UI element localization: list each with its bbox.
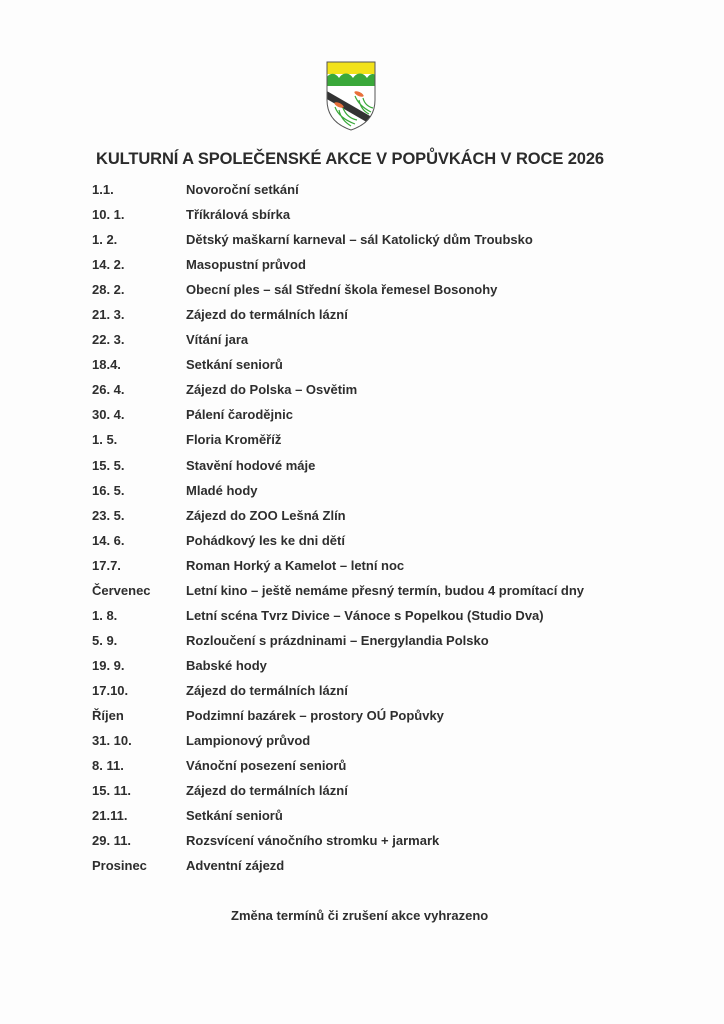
- event-date: 10. 1.: [92, 207, 125, 223]
- event-row: [0, 278, 724, 303]
- event-row: [0, 604, 724, 629]
- event-name: Vánoční posezení seniorů: [186, 758, 347, 774]
- event-name: Setkání seniorů: [186, 808, 283, 824]
- event-list: [0, 178, 724, 879]
- event-name: Zájezd do Polska – Osvětim: [186, 382, 358, 398]
- event-date: 1. 8.: [92, 607, 118, 623]
- event-row: [0, 679, 724, 704]
- event-date: 1. 5.: [92, 432, 118, 448]
- event-row: [0, 829, 724, 854]
- event-row: [0, 454, 724, 479]
- event-date: 17.7.: [92, 557, 121, 573]
- event-name: Roman Horký a Kamelot – letní noc: [186, 557, 405, 573]
- event-date: 14. 2.: [92, 257, 125, 273]
- event-date: 18.4.: [92, 357, 121, 373]
- event-name: Mladé hody: [186, 482, 258, 498]
- event-row: [0, 554, 724, 579]
- event-date: Červenec: [92, 582, 151, 598]
- event-name: Pohádkový les ke dni dětí: [186, 532, 345, 548]
- event-row: [0, 754, 724, 779]
- event-row: [0, 428, 724, 453]
- event-row: [0, 378, 724, 403]
- event-name: Tříkrálová sbírka: [186, 207, 291, 223]
- event-row: [0, 854, 724, 879]
- event-row: [0, 629, 724, 654]
- event-name: Zájezd do ZOO Lešná Zlín: [186, 507, 346, 523]
- event-name: Pálení čarodějnic: [186, 407, 293, 423]
- event-row: [0, 228, 724, 253]
- event-date: 1.1.: [92, 182, 114, 197]
- event-date: Prosinec: [92, 858, 147, 874]
- event-name: Zájezd do termálních lázní: [186, 307, 348, 323]
- event-date: 1. 2.: [92, 232, 118, 248]
- event-name: Babské hody: [186, 657, 267, 673]
- event-name: Lampionový průvod: [186, 733, 311, 749]
- event-row: [0, 303, 724, 328]
- event-date: 15. 11.: [92, 783, 132, 799]
- event-row: [0, 804, 724, 829]
- event-date: 23. 5.: [92, 507, 125, 523]
- event-name: Zájezd do termálních lázní: [186, 783, 348, 799]
- event-row: [0, 203, 724, 228]
- event-date: 28. 2.: [92, 282, 125, 298]
- event-row: [0, 403, 724, 428]
- event-row: [0, 654, 724, 679]
- event-row: [0, 353, 724, 378]
- event-name: Adventní zájezd: [186, 858, 285, 874]
- event-date: 21. 3.: [92, 307, 125, 323]
- event-name: Setkání seniorů: [186, 357, 283, 373]
- event-name: Zájezd do termálních lázní: [186, 682, 348, 698]
- event-name: Novoroční setkání: [186, 182, 299, 197]
- footer-note: Změna termínů či zrušení akce vyhrazeno: [231, 908, 489, 923]
- event-date: 26. 4.: [92, 382, 125, 398]
- event-date: 16. 5.: [92, 482, 125, 498]
- event-date: 29. 11.: [92, 833, 132, 849]
- page-title: KULTURNÍ A SPOLEČENSKÉ AKCE V POPŮVKÁCH V ROCE 2026: [96, 150, 605, 168]
- municipal-coat-of-arms-icon: [325, 60, 377, 132]
- event-name: Rozloučení s prázdninami – Energylandia Polsko: [186, 632, 489, 648]
- event-date: Říjen: [92, 707, 124, 723]
- event-name: Letní scéna Tvrz Divice – Vánoce s Popelkou (Studio Dva): [186, 607, 544, 623]
- event-row: [0, 479, 724, 504]
- event-row: [0, 178, 724, 203]
- event-row: [0, 704, 724, 729]
- event-name: Rozsvícení vánočního stromku + jarmark: [186, 833, 440, 849]
- event-name: Letní kino – ještě nemáme přesný termín, budou 4 promítací dny: [186, 582, 585, 598]
- event-row: [0, 579, 724, 604]
- event-date: 22. 3.: [92, 332, 125, 348]
- event-date: 17.10.: [92, 682, 129, 698]
- event-date: 15. 5.: [92, 457, 125, 473]
- event-name: Vítání jara: [186, 332, 249, 348]
- event-date: 19. 9.: [92, 657, 125, 673]
- event-date: 8. 11.: [92, 758, 124, 774]
- event-row: [0, 328, 724, 353]
- event-date: 21.11.: [92, 808, 128, 824]
- event-row: [0, 729, 724, 754]
- event-name: Floria Kroměříž: [186, 432, 282, 448]
- event-name: Dětský maškarní karneval – sál Katolický dům Troubsko: [186, 232, 533, 248]
- event-date: 31. 10.: [92, 733, 132, 749]
- event-row: [0, 779, 724, 804]
- event-row: [0, 504, 724, 529]
- event-name: Obecní ples – sál Střední škola řemesel Bosonohy: [186, 282, 498, 298]
- event-name: Podzimní bazárek – prostory OÚ Popůvky: [186, 707, 444, 723]
- event-row: [0, 529, 724, 554]
- event-date: 5. 9.: [92, 632, 118, 648]
- event-date: 14. 6.: [92, 532, 125, 548]
- event-row: [0, 253, 724, 278]
- event-name: Stavění hodové máje: [186, 457, 316, 473]
- event-date: 30. 4.: [92, 407, 125, 423]
- event-name: Masopustní průvod: [186, 257, 306, 273]
